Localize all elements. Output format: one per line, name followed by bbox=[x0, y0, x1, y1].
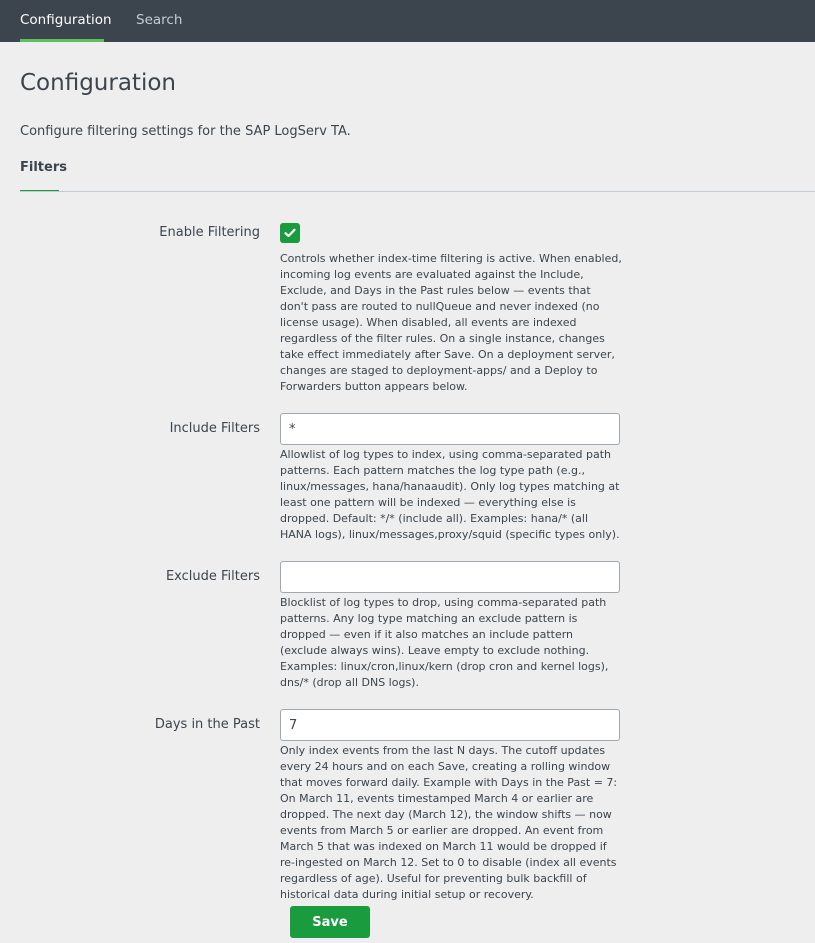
top-nav-bar bbox=[0, 0, 815, 42]
include-filters-help: Allowlist of log types to index, using comma-separated path patterns. Each pattern matches the log type path (e.g., linux/messages, hana/hanaaudit). Only log types matching at least one pattern will be indexed — everything else is dropped. Default: */* (include all). Examples: hana/* (all HANA logs), linux/messages,proxy/squid (specific types only). bbox=[280, 448, 620, 541]
tab-search-label: Search bbox=[136, 12, 183, 28]
page-description: Configure filtering settings for the SAP LogServ TA. bbox=[20, 124, 351, 139]
include-filters-label: Include Filters bbox=[169, 421, 260, 436]
include-filters-input[interactable] bbox=[280, 413, 620, 445]
days-in-past-help: Only index events from the last N days. The cutoff updates every 24 hours and on each Save, creating a rolling window that moves forward daily. Example with Days in the Past = 7: On March 11, events timestamped March 4 or earlier are dropped. The next day (March 12), the window shifts — now events from March 5 or earlier are dropped. An event from March 5 that was indexed on March 11 would be dropped if re-ingested on March 12. Set to 0 to disable (index all events regardless of age). Useful for preventing bulk backfill of historical data during initial setup or recovery. bbox=[280, 744, 618, 901]
active-tab-indicator bbox=[20, 39, 104, 42]
exclude-filters-label: Exclude Filters bbox=[165, 569, 260, 584]
enable-filtering-help: Controls whether index-time filtering is active. When enabled, incoming log events are evaluated against the Include, Exclude, and Days in the Past rules below — events that don't pass are routed to nullQueue and never indexed (no license usage). When disabled, all events are indexed regardless of the filter rules. On a single instance, changes take effect immediately after Save. On a deployment server, changes are staged to deployment-apps/ and a Deploy to Forwarders button appears below. bbox=[280, 252, 622, 393]
exclude-filters-help: Blocklist of log types to drop, using comma-separated path patterns. Any log type matching an exclude pattern is dropped — even if it also matches an include pattern (exclude always wins). Leave empty to exclude nothing. Examples: linux/cron,linux/kern (drop cron and kernel logs), dns/* (drop all DNS logs). bbox=[280, 596, 609, 689]
subtab-filters[interactable] bbox=[20, 160, 67, 192]
save-button[interactable]: Save bbox=[290, 906, 370, 938]
subtab-filters-label: Filters bbox=[20, 160, 67, 175]
days-in-past-input[interactable] bbox=[280, 709, 620, 741]
tab-configuration[interactable] bbox=[20, 0, 112, 42]
days-in-past-label: Days in the Past bbox=[154, 717, 260, 732]
tab-search[interactable] bbox=[136, 0, 182, 42]
subtab-divider bbox=[20, 191, 815, 192]
checkmark-icon bbox=[284, 228, 296, 238]
page-title: Configuration bbox=[20, 70, 176, 96]
exclude-filters-input[interactable] bbox=[280, 561, 620, 593]
enable-filtering-label: Enable Filtering bbox=[159, 225, 260, 240]
enable-filtering-checkbox[interactable] bbox=[280, 223, 300, 243]
tab-configuration-label: Configuration bbox=[20, 12, 112, 28]
